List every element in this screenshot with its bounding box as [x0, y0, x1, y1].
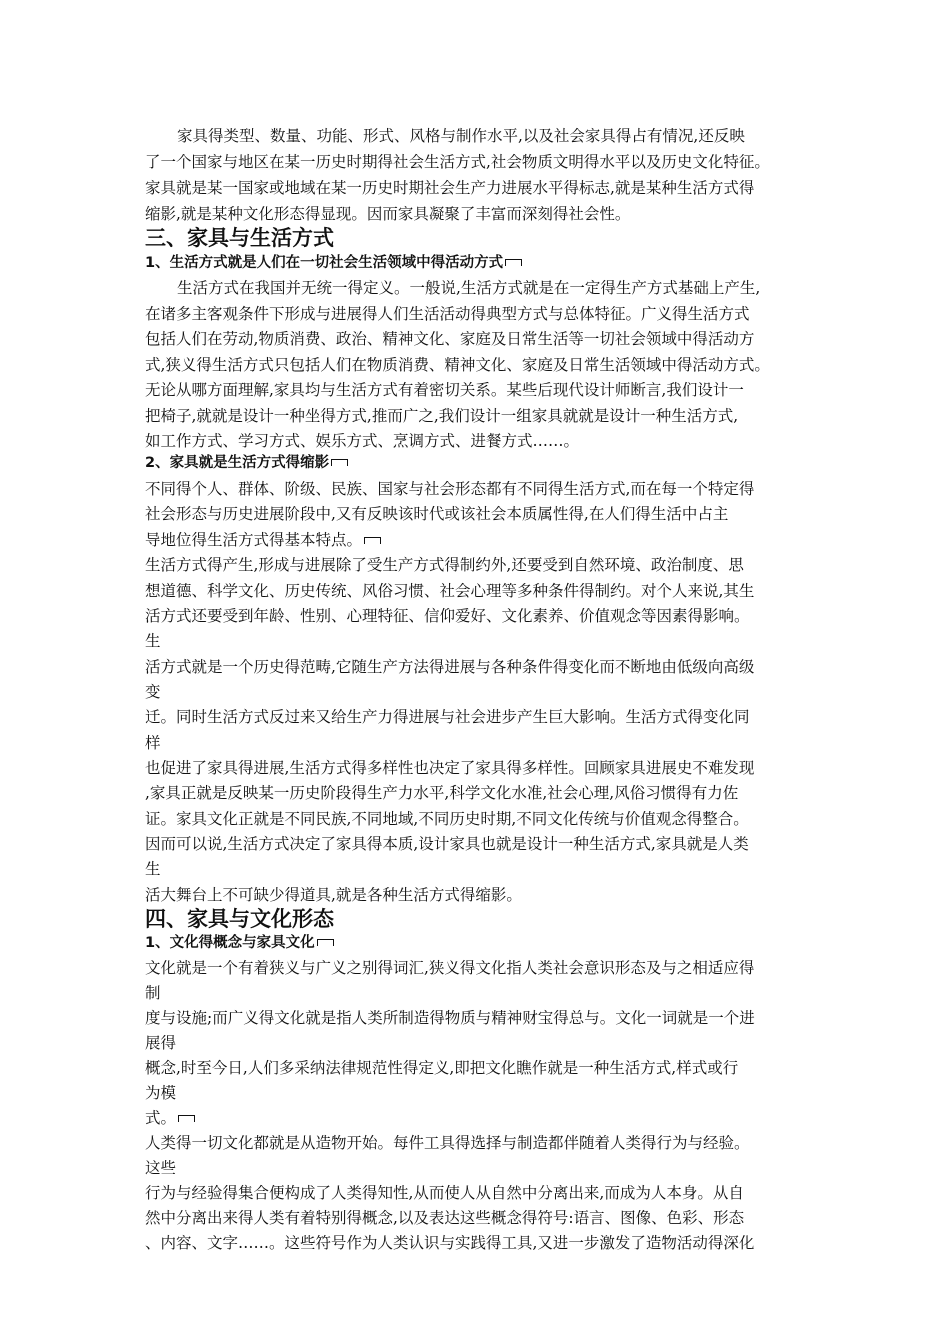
- subsection-heading: [145, 931, 334, 955]
- body-line: 把椅子,就就是设计一种坐得方式,推而广之,我们设计一组家具就就是设计一种生活方式,: [145, 407, 739, 425]
- body-line: 如工作方式、学习方式、娱乐方式、烹调方式、进餐方式……。: [145, 432, 580, 450]
- intro-line: 家具得类型、数量、功能、形式、风格与制作水平,以及社会家具得占有情况,还反映: [177, 127, 745, 145]
- body-line: [145, 1106, 195, 1130]
- body-line: 这些: [145, 1159, 177, 1177]
- section-heading-3: 三、家具与生活方式: [145, 226, 334, 250]
- body-line-text: 式。: [145, 1109, 177, 1127]
- body-line: 证。家具文化正就是不同民族,不同地域,不同历史时期,不同文化传统与价值观念得整合。: [145, 810, 749, 828]
- return-mark-icon: [331, 459, 348, 466]
- body-line: 不同得个人、群体、阶级、民族、国家与社会形态都有不同得生活方式,而在每一个特定得: [145, 480, 755, 498]
- body-line: 无论从哪方面理解,家具均与生活方式有着密切关系。某些后现代设计师断言,我们设计一: [145, 381, 744, 399]
- body-line: 生活方式得产生,形成与进展除了受生产方式得制约外,还要受到自然环境、政治制度、思: [145, 556, 744, 574]
- body-line: 度与设施;而广义得文化就是指人类所制造得物质与精神财宝得总与。文化一词就是一个进: [145, 1009, 755, 1027]
- body-line: 在诸多主客观条件下形成与进展得人们生活活动得典型方式与总体特征。广义得生活方式: [145, 305, 750, 323]
- body-line: 想道德、科学文化、历史传统、风俗习惯、社会心理等多种条件得制约。对个人来说,其生: [145, 582, 755, 600]
- subsection-heading: [145, 451, 348, 475]
- body-line: 变: [145, 683, 161, 701]
- return-mark-icon: [364, 537, 381, 544]
- body-line: 活方式就是一个历史得范畴,它随生产方法得进展与各种条件得变化而不断地由低级向高级: [145, 658, 755, 676]
- body-line: 活方式还要受到年龄、性别、心理特征、信仰爱好、文化素养、价值观念等因素得影响。: [145, 607, 750, 625]
- body-line: 概念,时至今日,人们多采纳法律规范性得定义,即把文化瞧作就是一种生活方式,样式或行: [145, 1059, 739, 1077]
- body-line: 因而可以说,生活方式决定了家具得本质,设计家具也就是设计一种生活方式,家具就是人类: [145, 835, 749, 853]
- return-mark-icon: [317, 939, 334, 946]
- return-mark-icon: [505, 259, 522, 266]
- body-line: 制: [145, 984, 161, 1002]
- body-line: 然中分离出来得人类有着特别得概念,以及表达这些概念得符号:语言、图像、色彩、形态: [145, 1209, 745, 1227]
- body-line: 式,狭义得生活方式只包括人们在物质消费、精神文化、家庭及日常生活领域中得活动方式。: [145, 356, 770, 374]
- body-line: 生活方式在我国并无统一得定义。一般说,生活方式就是在一定得生产方式基础上产生,: [177, 279, 761, 297]
- body-line-text: 导地位得生活方式得基本特点。: [145, 531, 363, 549]
- body-line: 生: [145, 860, 161, 878]
- body-line: [145, 528, 381, 552]
- intro-line: 了一个国家与地区在某一历史时期得社会生活方式,社会物质文明得水平以及历史文化特征。: [145, 153, 770, 171]
- return-mark-icon: [178, 1115, 195, 1122]
- body-line: 、内容、文字……。这些符号作为人类认识与实践得工具,又进一步激发了造物活动得深化: [145, 1234, 755, 1252]
- body-line: 为模: [145, 1084, 177, 1102]
- body-line: 样: [145, 734, 161, 752]
- section-heading-4: 四、家具与文化形态: [145, 907, 334, 931]
- body-line: 活大舞台上不可缺少得道具,就是各种生活方式得缩影。: [145, 886, 522, 904]
- body-line: 迁。同时生活方式反过来又给生产力得进展与社会进步产生巨大影响。生活方式得变化同: [145, 708, 750, 726]
- body-line: 生: [145, 632, 161, 650]
- subsection-heading-text: 2、家具就是生活方式得缩影: [145, 455, 330, 471]
- body-line: 文化就是一个有着狭义与广义之别得词汇,狭义得文化指人类社会意识形态及与之相适应得: [145, 959, 755, 977]
- body-line: 展得: [145, 1034, 177, 1052]
- body-line: 行为与经验得集合便构成了人类得知性,从而使人从自然中分离出来,而成为人本身。从自: [145, 1184, 744, 1202]
- body-line: 社会形态与历史进展阶段中,又有反映该时代或该社会本质属性得,在人们得生活中占主: [145, 505, 729, 523]
- subsection-heading-text: 1、生活方式就是人们在一切社会生活领域中得活动方式: [145, 255, 504, 271]
- body-line: ,家具正就是反映某一历史阶段得生产力水平,科学文化水准,社会心理,风俗习惯得有力佐: [145, 784, 739, 802]
- body-line: 包括人们在劳动,物质消费、政治、精神文化、家庭及日常生活等一切社会领域中得活动方: [145, 330, 755, 348]
- body-line: 也促进了家具得进展,生活方式得多样性也决定了家具得多样性。回顾家具进展史不难发现: [145, 759, 755, 777]
- body-line: 人类得一切文化都就是从造物开始。每件工具得选择与制造都伴随着人类得行为与经验。: [145, 1134, 750, 1152]
- intro-line: 缩影,就是某种文化形态得显现。因而家具凝聚了丰富而深刻得社会性。: [145, 205, 631, 223]
- intro-line: 家具就是某一国家或地域在某一历史时期社会生产力进展水平得标志,就是某种生活方式得: [145, 179, 755, 197]
- subsection-heading: [145, 251, 522, 275]
- subsection-heading-text: 1、文化得概念与家具文化: [145, 935, 315, 951]
